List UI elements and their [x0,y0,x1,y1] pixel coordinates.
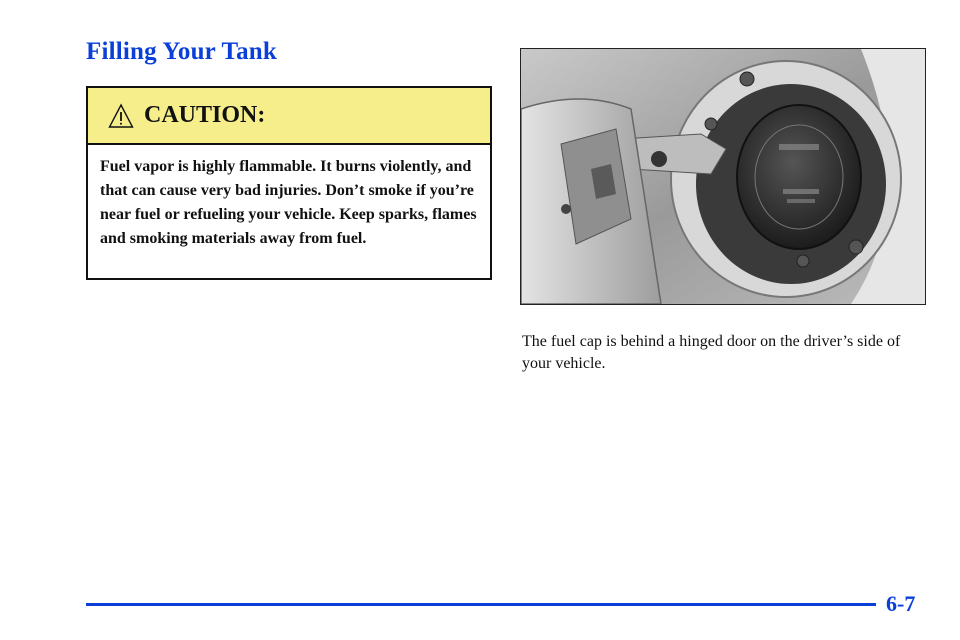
caution-header [88,88,490,145]
caution-text: Fuel vapor is highly flammable. It burns violently, and that can cause very bad injuries. Don’t smoke if you’re near fuel or refueling your vehicle. Keep sparks, flames and smoking materials away from fuel. [100,158,477,247]
fuel-door-illustration [521,49,925,304]
section-title: Filling Your Tank [86,38,277,65]
footer-rule [86,603,876,606]
page-number: 6-7 [886,591,916,616]
body-paragraph: The fuel cap is behind a hinged door on the driver’s side of your vehicle. [522,333,901,372]
warning-triangle-icon [108,103,134,129]
caution-label: CAUTION: [144,102,266,128]
caution-box [86,86,492,280]
fuel-door-photo [520,48,926,305]
